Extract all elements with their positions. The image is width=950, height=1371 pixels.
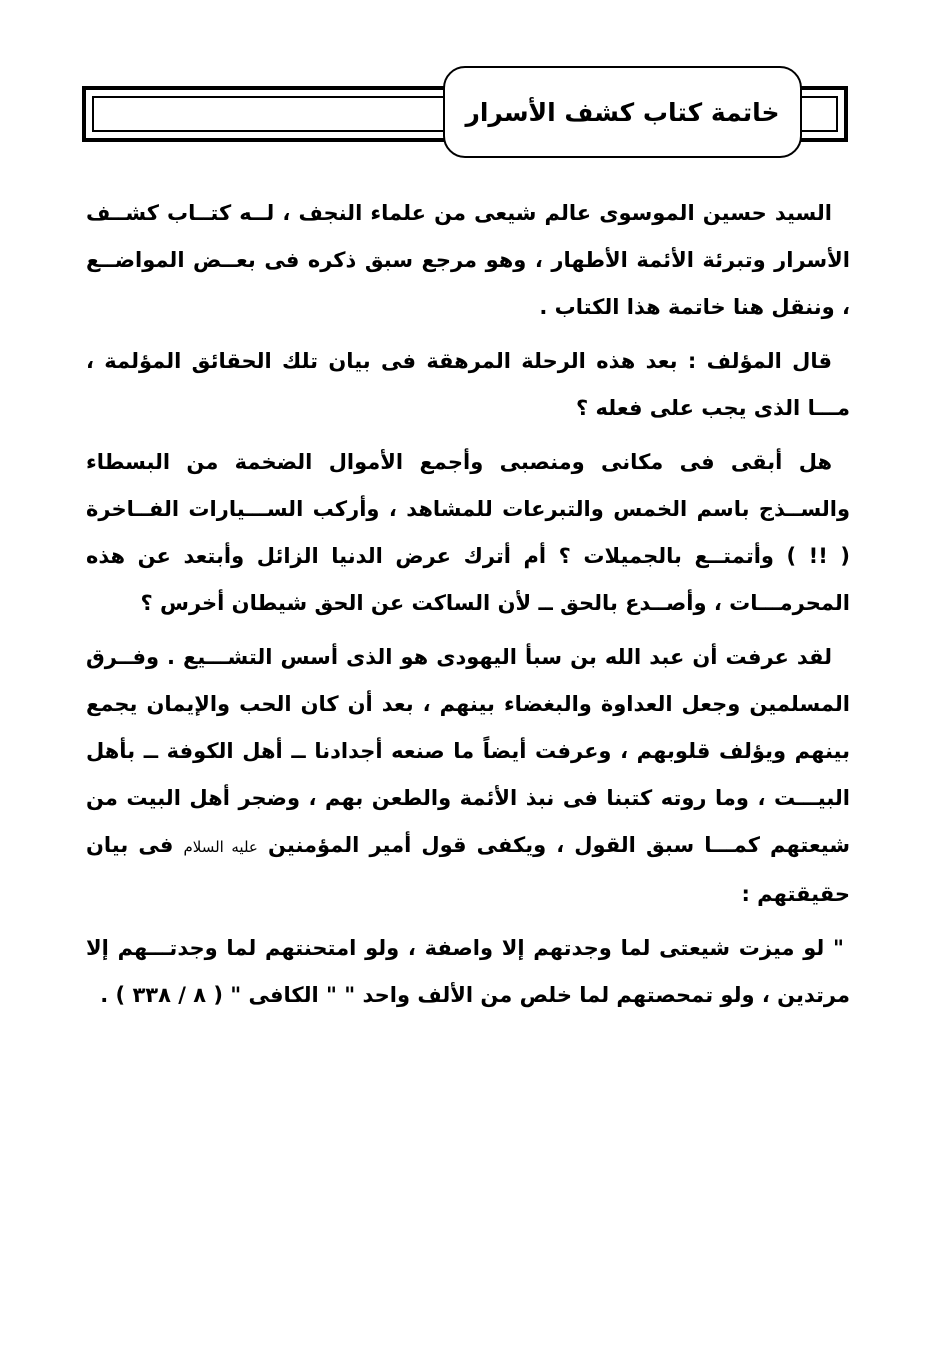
honorific-glyph: عليه السلام <box>183 838 258 856</box>
page-content <box>86 190 850 1026</box>
paragraph-dilemma: هل أبقى فى مكانى ومنصبى وأجمع الأموال الضخمة من البسطاء والســذج باسم الخمس والتبرعات للمشاهد ، وأركب الســـيارات الفــاخرة ( !! ) وأتمتــع بالجميلات ؟ أم أترك عرض الدنيا الزائل وأبتعد عن هذه المحرمـــات ، وأصــدع بالحق ــ لأن الساكت عن الحق شيطان أخرس ؟ <box>86 450 850 615</box>
paragraph-history-text: لقد عرفت أن عبد الله بن سبأ اليهودى هو الذى أسس التشـــيع . وفــرق المسلمين وجعل العداوة والبغضاء بينهم ، بعد أن كان الحب والإيمان يجمع بينهم ويؤلف قلوبهم ، وعرفت أيضاً ما صنعه أجدادنا ــ أهل الكوفة ــ بأهل البيـــت ، وما روته كتبنا فى نبذ الأئمة والطعن بهم ، وضجر أهل البيت من شيعتهم كمـــا سبق القول ، ويكفى قول أمير المؤمنين <box>86 645 851 857</box>
paragraph-history-end: فى بيان حقيقتهم : <box>86 833 850 906</box>
paragraph-question: قال المؤلف : بعد هذه الرحلة المرهقة فى بيان تلك الحقائق المؤلمة ، مـــا الذى يجب على فعله ؟ <box>86 349 850 420</box>
paragraph-history <box>86 634 850 918</box>
paragraph-intro: السيد حسين الموسوى عالم شيعى من علماء النجف ، لــه كتــاب كشــف الأسرار وتبرئة الأئمة الأطهار ، وهو مرجع سبق ذكره فى بعــض المواضــع ، وننقل هنا خاتمة هذا الكتاب . <box>86 201 850 319</box>
page-title: خاتمة كتاب كشف الأسرار <box>465 97 780 127</box>
quote-paragraph: " لو ميزت شيعتى لما وجدتهم إلا واصفة ، ولو امتحنتهم لما وجدتـــهم إلا مرتدين ، ولو تمحصتهم لما خلص من الألف واحد " " الكافى " ( ٨ / ٣٣٨ ) . <box>86 936 850 1007</box>
title-box <box>443 66 802 158</box>
